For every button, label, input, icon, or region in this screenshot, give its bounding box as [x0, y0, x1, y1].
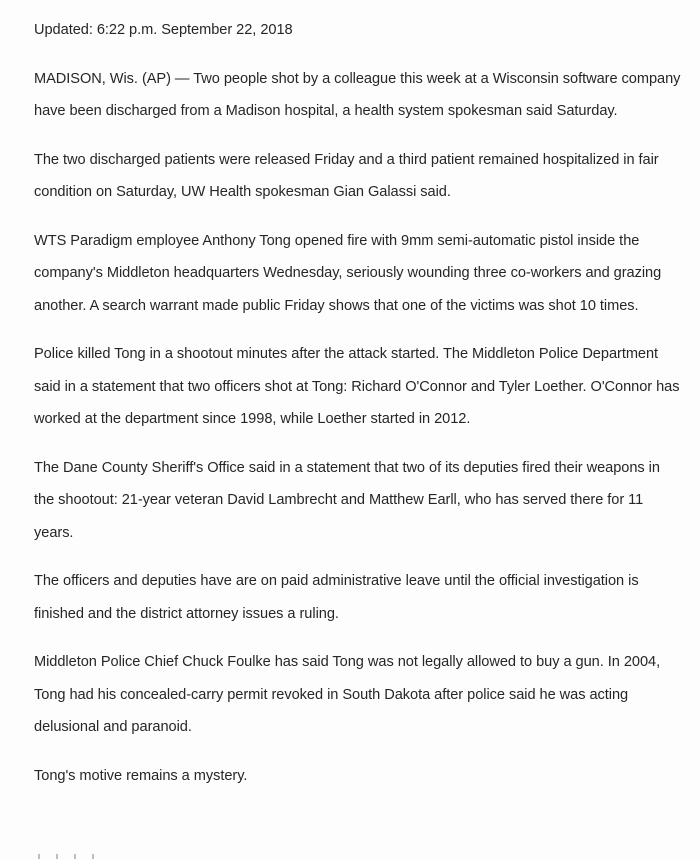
article-paragraph-6: The officers and deputies have are on paid administrative leave until the official investigation is finished and the district attorney issues a ruling. [34, 573, 639, 622]
article-paragraph-8: Tong's motive remains a mystery. [34, 767, 248, 784]
article-paragraph-5: The Dane County Sheriff's Office said in a statement that two of its deputies fired their weapons in the shootout: 21-year veteran David Lambrecht and Matthew Earll, who has served there for 11 years. [34, 459, 660, 541]
news-article [34, 14, 684, 808]
article-paragraph-2: The two discharged patients were released Friday and a third patient remained hospitalized in fair condition on Saturday, UW Health spokesman Gian Galassi said. [34, 151, 659, 200]
article-paragraph-3: WTS Paradigm employee Anthony Tong opened fire with 9mm semi-automatic pistol inside the company's Middleton headquarters Wednesday, seriously wounding three co-workers and grazing another. A search warrant made public Friday shows that one of the victims was shot 10 times. [34, 232, 662, 314]
cut-off-text-fragment [38, 850, 128, 859]
article-paragraph-7: Middleton Police Chief Chuck Foulke has said Tong was not legally allowed to buy a gun. In 2004, Tong had his concealed-carry permit revoked in South Dakota after police said he was acting delusional and paranoid. [34, 654, 661, 735]
article-paragraph-1: MADISON, Wis. (AP) — Two people shot by a colleague this week at a Wisconsin software company have been discharged from a Madison hospital, a health system spokesman said Saturday. [34, 70, 681, 119]
article-paragraph-4: Police killed Tong in a shootout minutes after the attack started. The Middleton Police Department said in a statement that two officers shot at Tong: Richard O'Connor and Tyler Loether. O'Connor has worked at the department since 1998, while Loether started in 2012. [34, 346, 680, 427]
updated-timestamp: Updated: 6:22 p.m. September 22, 2018 [34, 22, 293, 38]
